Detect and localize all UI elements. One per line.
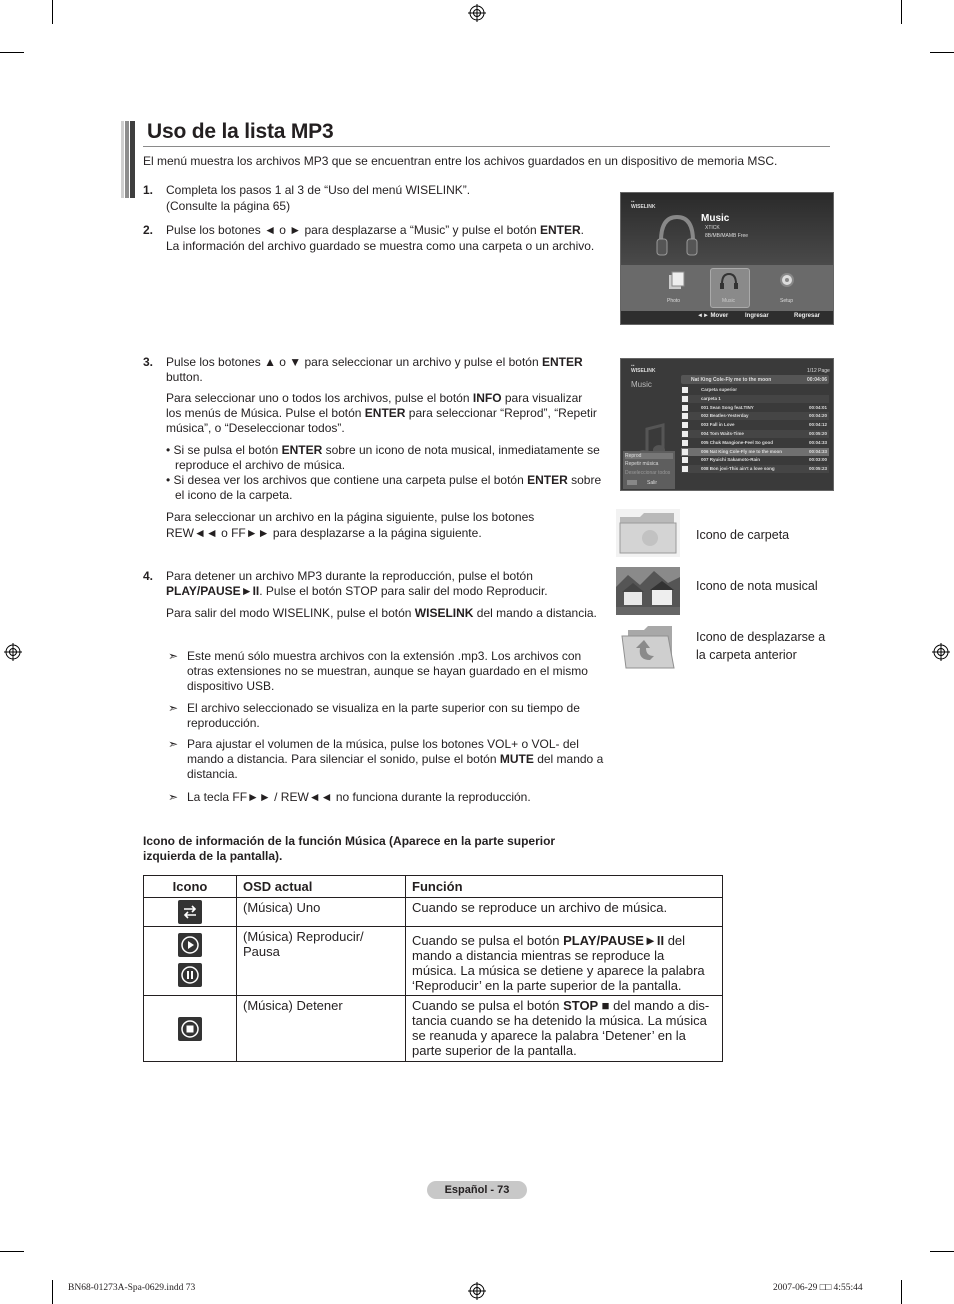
file-duration: 00:04:33: [809, 439, 828, 445]
music-list-screenshot: ▪▪ WISELINK Music Reprod Repetir música Deseleccionar todos Salir 1/12 Page Nat King Cole-Fly me to the moon 00:04:06 Carpeta superior carpeta 1 001 Sean Song feat.TINY 00:04:01 002 Beatles-Yesterday 00:04:20 003 Fall in Love 00:04:12 004 Tom Waits-Time 00:05:20 005 Chuk Mangione-Feel So good 00:04:33 006 Nat King Cole-Fly me to the moon 00:04:33 007 Ryuichi Sakamoto-Rain 00:03:00 008 Bon jovi-This ain't a love song 00:05:23: [620, 358, 834, 491]
file-duration: 00:04:12: [809, 422, 828, 428]
checkbox-icon: [682, 387, 688, 393]
file-title: 003 Fall in Love: [701, 422, 735, 428]
text: Para seleccionar uno o todos los archivos, pulse el botón: [166, 391, 473, 405]
menu-salir: Salir: [647, 480, 658, 486]
text: Pulse los botones ▲ o ▼ para seleccionar un archivo y pulse el botón: [166, 355, 542, 369]
osd-line: (Música) Reproducir/: [243, 929, 364, 944]
menu-item-photo: Photo: [667, 298, 681, 304]
file-title: 004 Tom Waits-Time: [701, 431, 744, 436]
page-title: Uso de la lista MP3: [147, 120, 334, 143]
column-header: Función: [406, 876, 723, 898]
checkbox-icon: [682, 466, 688, 472]
function-cell: [406, 927, 723, 996]
setup-icon: [778, 271, 796, 289]
step-4-line-2: [166, 584, 548, 599]
step-number: 1.: [143, 183, 154, 197]
table-row: [144, 898, 723, 927]
step-3-bullet-2-line-2: el icono de la carpeta.: [175, 488, 293, 502]
enter-key-label: ENTER: [281, 443, 323, 457]
function-line: tancia cuando se ha detenido la música. La música: [412, 1013, 707, 1028]
table-header-row: [144, 876, 723, 898]
checkbox-icon: [682, 440, 688, 446]
text: para visualizar: [501, 391, 583, 405]
function-line: música. La música se detiene y aparece la palabra: [412, 963, 705, 978]
enter-key-label: ENTER: [539, 223, 581, 237]
text: . Pulse el botón STOP para salir del modo Reproducir.: [259, 584, 548, 598]
file-row: [681, 386, 829, 394]
wiselink-menu-screenshot: ▪▪ WISELINK Music XTICK 8B/MB/MAMB Free Photo Music Setup ◄► Mover Ingresar Regresar: [620, 192, 834, 325]
step-3-para-1-line-1: [166, 391, 582, 406]
file-duration: 00:03:00: [809, 457, 828, 463]
note-3-line-2: [187, 752, 603, 767]
menu-deseleccionar: Deseleccionar todos: [625, 470, 671, 476]
function-line: [412, 933, 716, 948]
photo-icon: [667, 271, 685, 291]
play-pause-key-label: PLAY/PAUSE►II: [563, 933, 665, 948]
function-line: parte superior de la pantalla.: [412, 1043, 577, 1058]
step-3-bullet-2-line-1: [166, 473, 601, 488]
pause-icon: [178, 963, 202, 987]
enter-key-label: ENTER: [527, 473, 568, 487]
footer-file-info: BN68-01273A-Spa-0629.indd 73: [68, 1283, 196, 1293]
text: Para salir del modo WISELINK, pulse el botón: [166, 606, 415, 620]
file-title: carpeta 1: [701, 395, 721, 401]
step-3-para-1-line-2: [166, 406, 597, 421]
footer-timestamp: 2007-06-29 □□ 4:55:44: [773, 1283, 863, 1293]
title-rule: [143, 146, 830, 147]
registration-mark-icon: [932, 643, 950, 661]
screen-sub: 8B/MB/MAMB Free: [705, 233, 749, 239]
parent-folder-icon: [616, 624, 680, 672]
text: del mando a dis-: [609, 998, 710, 1013]
file-title: Carpeta superior: [701, 387, 738, 392]
function-cell: [406, 996, 723, 1062]
file-title: 005 Chuk Mangione-Feel So good: [701, 439, 774, 445]
osd-cell: [237, 927, 406, 996]
step-1-line-2: (Consulte la página 65): [166, 199, 291, 213]
note-arrow-icon: ➣: [168, 701, 179, 715]
step-2-line-2: La información del archivo guardado se muestra como una carpeta o un archivo.: [166, 239, 595, 253]
note-arrow-icon: ➣: [168, 737, 179, 751]
file-row: [681, 421, 829, 429]
note-1-line-1: Este menú sólo muestra archivos con la extensión .mp3. Los archivos con: [187, 649, 582, 663]
title-decoration: [121, 121, 135, 198]
wiselink-logo: WISELINK: [631, 204, 656, 210]
checkbox-icon: [682, 431, 688, 437]
note-4-line-1: La tecla FF►► / REW◄◄ no funciona durante la reproducción.: [187, 790, 531, 804]
step-3-para-1-line-3: música”, o “Deseleccionar todos”.: [166, 421, 345, 435]
step-3-line-2: button.: [166, 370, 203, 384]
screen-heading: Music: [701, 213, 730, 224]
stop-key-label: STOP ■: [563, 998, 610, 1013]
menu-reprod: Reprod: [625, 453, 673, 459]
file-duration: 00:04:20: [809, 413, 828, 419]
function-line: mando a distancia mientras se reproduce la: [412, 948, 665, 963]
menu-item-setup: Setup: [780, 298, 794, 304]
table-row: [144, 996, 723, 1062]
text: para seleccionar “Reprod”, “Repetir: [405, 406, 597, 420]
step-3-bullet-1-line-1: [166, 443, 600, 458]
text: .: [580, 223, 584, 237]
checkbox-icon: [682, 457, 688, 463]
file-title: 006 Nat King Cole-Fly me to the moon: [701, 448, 783, 454]
section-label: Music: [631, 380, 652, 389]
file-title: 007 Ryuichi Sakamoto-Rain: [701, 457, 761, 463]
note-arrow-icon: ➣: [168, 649, 179, 663]
text: del: [664, 933, 686, 948]
legend-parent-folder-line-2: la carpeta anterior: [696, 648, 797, 662]
wiselink-logo: WISELINK: [631, 368, 656, 374]
file-row: [681, 465, 829, 473]
registration-mark-icon: [468, 4, 486, 22]
text: sobre un icono de nota musical, inmediatamente se: [322, 443, 600, 457]
file-row: [681, 448, 829, 456]
mute-key-label: MUTE: [499, 752, 534, 766]
intro-text: El menú muestra los archivos MP3 que se encuentran entre los achivos guardados en un dispositivo de memoria MSC.: [143, 154, 778, 168]
step-4-para: [166, 606, 597, 621]
hint-mover: ◄► Mover: [697, 313, 729, 319]
headphones-icon: [655, 211, 699, 259]
osd-cell: (Música) Uno: [237, 898, 406, 927]
enter-key-label: ENTER: [364, 406, 406, 420]
function-line: se reanuda y aparece la palabra ‘Detener’ en la: [412, 1028, 686, 1043]
note-3-line-3: distancia.: [187, 767, 238, 781]
icon-cell: [144, 927, 237, 996]
note-2-line-1: El archivo seleccionado se visualiza en la parte superior con su tiempo de: [187, 701, 580, 715]
file-title: 001 Sean Song feat.TINY: [701, 404, 754, 410]
registration-mark-icon: [468, 1282, 486, 1300]
file-title: 008 Bon jovi-This ain't a love song: [701, 466, 775, 472]
note-arrow-icon: ➣: [168, 790, 179, 804]
now-playing: Nat King Cole-Fly me to the moon: [691, 377, 772, 383]
registration-mark-icon: [4, 643, 22, 661]
music-note-photo-icon: [616, 567, 680, 615]
note-1-line-2: otras extensiones no se muestran, aunque se hayan guardado en el mismo: [187, 664, 588, 678]
hint-ingresar: Ingresar: [745, 313, 769, 319]
text: • Si se pulsa el botón: [166, 443, 282, 457]
menu-repetir: Repetir música: [625, 461, 659, 467]
music-icon: [719, 271, 739, 291]
text: Cuando se pulsa el botón: [412, 998, 564, 1013]
file-row: [681, 412, 829, 420]
step-3-para-2-line-1: Para seleccionar un archivo en la página siguiente, pulse los botones: [166, 510, 535, 524]
info-heading-line-2: izquierda de la pantalla).: [143, 849, 283, 863]
file-row: [681, 439, 829, 447]
text: del mando a: [533, 752, 604, 766]
text: Pulse los botones ◄ o ► para desplazarse a “Music” y pulse el botón: [166, 223, 540, 237]
info-key-label: INFO: [472, 391, 502, 405]
function-line: [412, 998, 716, 1013]
table-row: [144, 927, 723, 996]
file-duration: 00:04:01: [809, 404, 828, 410]
osd-cell: (Música) Detener: [237, 996, 406, 1062]
legend-music-note: Icono de nota musical: [696, 579, 818, 593]
folder-icon: [616, 509, 680, 557]
play-icon: [178, 933, 202, 957]
icon-cell: [144, 898, 237, 927]
checkbox-icon: [682, 413, 688, 419]
checkbox-icon: [682, 396, 688, 402]
step-3-line-1: [166, 355, 583, 370]
step-number: 3.: [143, 355, 154, 369]
text: Cuando se pulsa el botón: [412, 933, 564, 948]
osd-line: Pausa: [243, 944, 280, 959]
hint-regresar: Regresar: [794, 313, 821, 319]
column-header: Icono: [144, 876, 237, 898]
step-number: 4.: [143, 569, 154, 583]
repeat-one-icon: [178, 900, 202, 924]
checkbox-icon: [682, 449, 688, 455]
page-indicator: 1/12 Page: [807, 368, 830, 374]
legend-parent-folder-line-1: Icono de desplazarse a: [696, 630, 826, 644]
info-heading-line-1: Icono de información de la función Música (Aparece en la parte superior: [143, 834, 556, 848]
column-header: OSD actual: [237, 876, 406, 898]
step-3-para-2-line-2: REW◄◄ o FF►► para desplazarse a la página siguiente.: [166, 526, 482, 540]
text: • Si desea ver los archivos que contiene una carpeta pulse el botón: [166, 473, 528, 487]
file-row: [681, 404, 829, 412]
icon-cell: [144, 996, 237, 1062]
file-duration: 00:04:33: [809, 448, 828, 454]
file-duration: 00:05:23: [809, 466, 828, 472]
file-duration: 00:05:20: [809, 431, 828, 436]
function-cell: Cuando se reproduce un archivo de música.: [406, 898, 723, 927]
play-pause-key-label: PLAY/PAUSE►II: [166, 584, 260, 598]
text: mando a distancia. Para silenciar el sonido, pulse el botón: [187, 752, 500, 766]
text: sobre: [567, 473, 602, 487]
text: del mando a distancia.: [473, 606, 597, 620]
now-playing-time: 00:04:06: [807, 377, 828, 383]
file-title: 002 Beatles-Yesterday: [701, 413, 749, 419]
text: los menús de Música. Pulse el botón: [166, 406, 365, 420]
enter-key-label: ENTER: [541, 355, 583, 369]
step-4-line-1: Para detener un archivo MP3 durante la reproducción, pulse el botón: [166, 569, 533, 583]
wiselink-key-label: WISELINK: [414, 606, 474, 620]
file-row: [681, 456, 829, 464]
page-number-badge: Español - 73: [427, 1181, 527, 1199]
step-2-line-1: [166, 223, 584, 238]
note-3-line-1: Para ajustar el volumen de la música, pulse los botones VOL+ o VOL- del: [187, 737, 579, 751]
checkbox-icon: [682, 405, 688, 411]
legend-folder: Icono de carpeta: [696, 528, 790, 542]
checkbox-icon: [682, 422, 688, 428]
step-3-bullet-1-line-2: reproduce el archivo de música.: [175, 458, 346, 472]
step-number: 2.: [143, 223, 154, 237]
stop-icon: [178, 1017, 202, 1041]
note-2-line-2: reproducción.: [187, 716, 260, 730]
file-row: [681, 430, 829, 438]
step-1-line-1: Completa los pasos 1 al 3 de “Uso del menú WISELINK”.: [166, 183, 471, 197]
file-row: [681, 395, 829, 403]
function-line: ‘Reproducir’ en la parte superior de la pantalla.: [412, 978, 682, 993]
screen-sub: XTICK: [705, 225, 720, 231]
note-1-line-3: dispositivo USB.: [187, 679, 275, 693]
music-function-table: [143, 875, 723, 1062]
menu-item-music: Music: [722, 298, 736, 304]
